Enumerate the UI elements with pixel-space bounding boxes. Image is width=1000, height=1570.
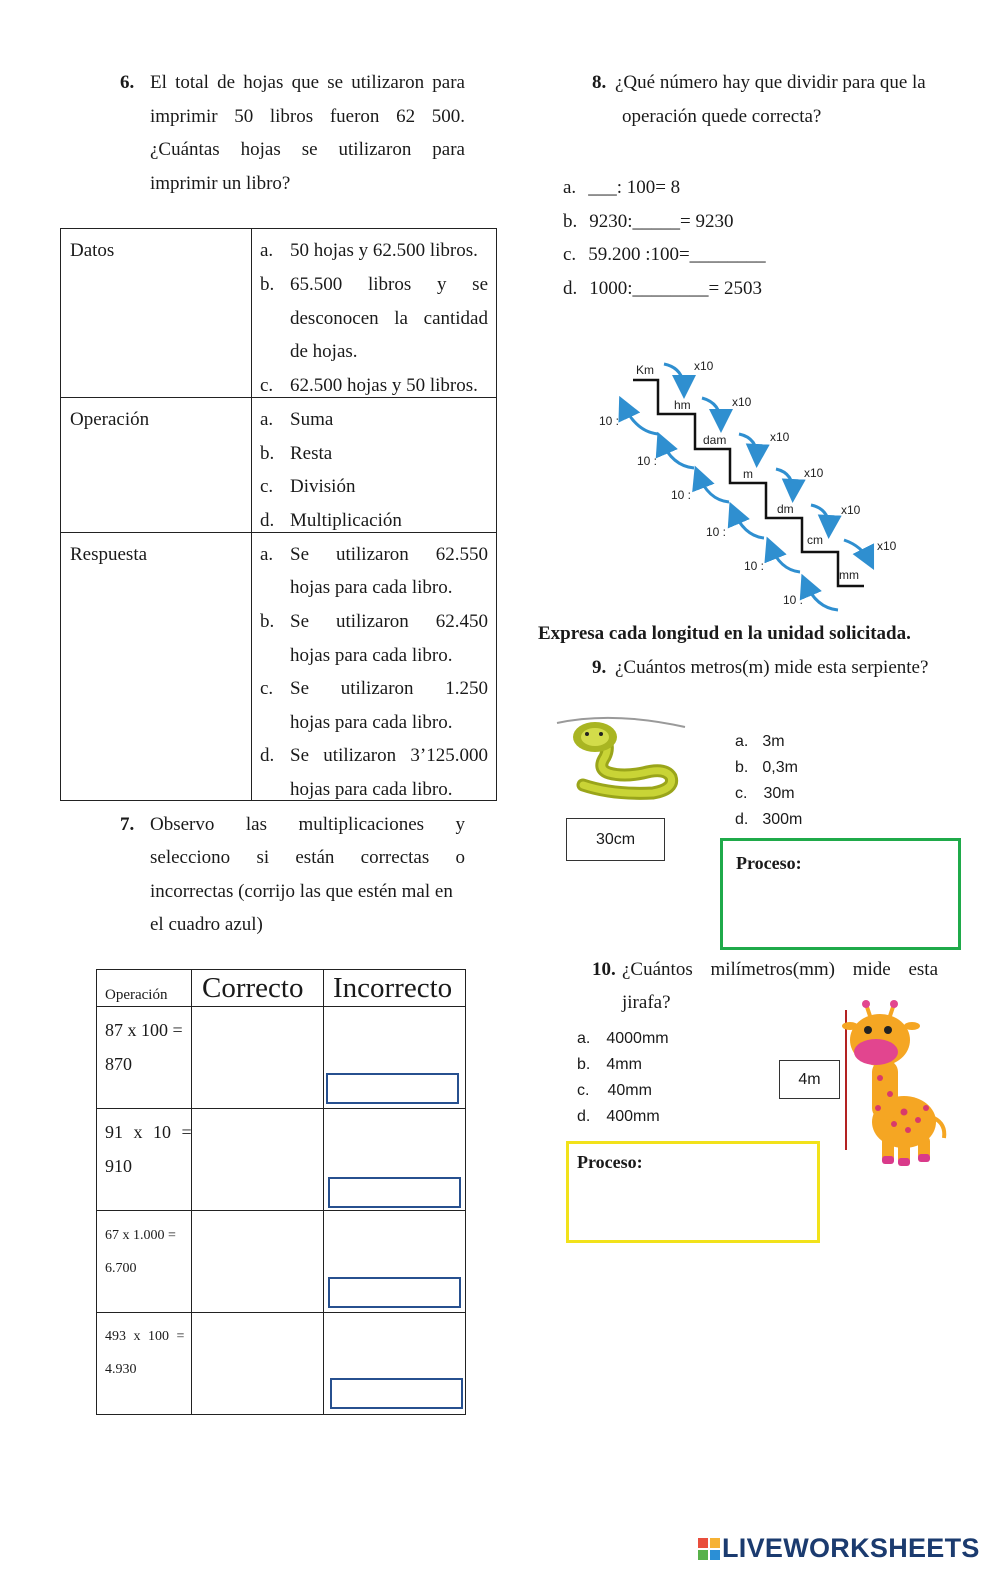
datos-option-b[interactable]: b. 65.500 libros y se (260, 274, 488, 295)
datos-option-c[interactable]: c. 62.500 hojas y 50 libros. (260, 375, 478, 396)
operacion-option-a[interactable]: a. Suma (260, 409, 334, 430)
datos-label: Datos (70, 240, 115, 261)
q10-option-a[interactable]: a. 4000mm (577, 1030, 669, 1047)
arrow-down-icon (844, 540, 870, 562)
respuesta-option-c-cont: hojas para cada libro. (290, 712, 453, 733)
q10-option-b[interactable]: b. 4mm (577, 1056, 642, 1073)
row-result: 910 (105, 1156, 132, 1176)
q8-text-line: operación quede correcta? (622, 106, 822, 127)
q10-option-c[interactable]: c. 40mm (577, 1082, 652, 1099)
q8-number: 8. (592, 72, 607, 93)
datos-option-b-cont: desconocen la cantidad (290, 308, 488, 329)
q10-proceso-box[interactable] (566, 1141, 820, 1243)
operacion-option-c[interactable]: c. División (260, 476, 356, 497)
q6-number: 6. (120, 72, 135, 93)
unit-label: Km (636, 363, 654, 377)
mult-label: x10 (694, 359, 714, 373)
div-label: 10 : (637, 454, 658, 468)
q7-number: 7. (120, 814, 135, 835)
correction-box[interactable] (330, 1378, 463, 1409)
q6-text-line: El total de hojas que se utilizaron para (150, 72, 465, 93)
q10-number: 10. (592, 959, 616, 980)
correct-cell[interactable] (192, 1211, 323, 1312)
arrow-down-icon (664, 364, 684, 390)
respuesta-option-a-cont: hojas para cada libro. (290, 577, 453, 598)
q7-text-line: Observo las multiplicaciones y (150, 814, 465, 835)
correct-cell[interactable] (192, 1313, 323, 1415)
arrow-up-icon (770, 545, 800, 572)
correction-box[interactable] (328, 1277, 461, 1308)
staircase-line (633, 380, 864, 586)
q9-number: 9. (592, 657, 607, 678)
q6-text-line: ¿Cuántas hojas se utilizaron para (150, 139, 465, 160)
mult-label: x10 (841, 503, 861, 517)
mult-label: x10 (804, 466, 824, 480)
mult-label: x10 (877, 539, 897, 553)
row-operation: 493 x 100 = (105, 1329, 185, 1344)
respuesta-option-a[interactable]: a. Se utilizaron 62.550 (260, 544, 488, 565)
correction-box[interactable] (326, 1073, 459, 1104)
logo-text: LIVEWORKSHEETS (722, 1533, 980, 1563)
respuesta-option-d-cont: hojas para cada libro. (290, 779, 453, 800)
q8-text-line: ¿Qué número hay que dividir para que la (615, 72, 926, 93)
arrow-up-icon (733, 510, 764, 538)
instruction-heading: Expresa cada longitud en la unidad solicitada. (538, 623, 911, 644)
q7-table (96, 969, 466, 1415)
respuesta-option-b-cont: hojas para cada libro. (290, 645, 453, 666)
arrow-down-icon (739, 434, 757, 459)
arrow-up-icon (623, 404, 658, 434)
snake-image (553, 715, 689, 815)
arrow-up-icon (698, 474, 729, 502)
respuesta-label: Respuesta (70, 544, 148, 565)
respuesta-option-b[interactable]: b. Se utilizaron 62.450 (260, 611, 488, 632)
q10-proceso-label: Proceso: (577, 1152, 643, 1172)
unit-label: m (743, 467, 753, 481)
operacion-option-d[interactable]: d. Multiplicación (260, 510, 402, 531)
unit-label: dam (703, 433, 727, 447)
arrow-up-icon (661, 440, 694, 468)
q9-proceso-box[interactable] (720, 838, 961, 950)
q7-text-line: el cuadro azul) (150, 914, 263, 935)
q10-text-line: ¿Cuántos milímetros(mm) mide esta (622, 959, 938, 980)
snake-measure: 30cm (566, 818, 665, 861)
correct-cell[interactable] (192, 1007, 323, 1108)
respuesta-option-d[interactable]: d. Se utilizaron 3’125.000 (260, 745, 488, 766)
unit-label: mm (839, 568, 859, 582)
q8-option-b[interactable]: b. 9230:_____= 9230 (563, 211, 734, 232)
row-result: 6.700 (105, 1261, 137, 1276)
q7-text-line: incorrectas (corrijo las que estén mal en (150, 881, 453, 902)
row-operation: 67 x 1.000 = (105, 1228, 176, 1243)
q6-table (60, 228, 497, 801)
q9-options (735, 729, 802, 833)
q9-option-d[interactable]: d. 300m (735, 811, 803, 828)
unit-conversion-diagram (590, 352, 910, 622)
unit-label: cm (807, 533, 823, 547)
mult-label: x10 (732, 395, 752, 409)
div-label: 10 : (744, 559, 765, 573)
header-correcto: Correcto (202, 972, 304, 1004)
row-operation: 87 x 100 = (105, 1020, 183, 1040)
q10-options (577, 1026, 669, 1130)
arrow-up-icon (805, 582, 838, 610)
q9-option-c[interactable]: c. 30m (735, 785, 795, 802)
respuesta-option-c[interactable]: c. Se utilizaron 1.250 (260, 678, 488, 699)
row-result: 870 (105, 1054, 132, 1074)
q6-text-line: imprimir 50 libros fueron 62 500. (150, 106, 465, 127)
giraffe-image (838, 1000, 953, 1172)
q8-option-a[interactable]: a. ___: 100= 8 (563, 177, 681, 198)
correct-cell[interactable] (192, 1109, 323, 1210)
header-incorrecto: Incorrecto (333, 972, 453, 1004)
row-result: 4.930 (105, 1362, 137, 1377)
header-operacion: Operación (105, 987, 168, 1003)
q9-option-a[interactable]: a. 3m (735, 733, 785, 750)
div-label: 10 : (706, 525, 727, 539)
div-label: 10 : (599, 414, 620, 428)
unit-label: hm (674, 398, 691, 412)
div-label: 10 : (783, 593, 804, 607)
correction-box[interactable] (328, 1177, 461, 1208)
q9-proceso-label: Proceso: (736, 853, 802, 873)
q10-option-d[interactable]: d. 400mm (577, 1108, 660, 1125)
q9-option-b[interactable]: b. 0,3m (735, 759, 798, 776)
mult-label: x10 (770, 430, 790, 444)
operacion-option-b[interactable]: b. Resta (260, 443, 333, 464)
datos-option-b-cont: de hojas. (290, 341, 358, 362)
q10-text-line: jirafa? (622, 992, 671, 1013)
arrow-down-icon (776, 469, 793, 494)
row-operation: 91 x 10 = (105, 1122, 192, 1142)
q7-text-line: selecciono si están correctas o (150, 847, 465, 868)
q8-option-d[interactable]: d. 1000:________= 2503 (563, 278, 762, 299)
unit-label: dm (777, 502, 794, 516)
q9-question: ¿Cuántos metros(m) mide esta serpiente? (615, 657, 929, 678)
logo-grid-icon (698, 1538, 720, 1560)
div-label: 10 : (671, 488, 692, 502)
q6-text-line: imprimir un libro? (150, 173, 291, 194)
q8-option-c[interactable]: c. 59.200 :100=________ (563, 244, 766, 265)
giraffe-measure: 4m (779, 1060, 840, 1099)
arrow-down-icon (811, 505, 829, 530)
operacion-label: Operación (70, 409, 150, 430)
datos-option-a[interactable]: a. 50 hojas y 62.500 libros. (260, 240, 478, 261)
arrow-down-icon (702, 398, 721, 424)
